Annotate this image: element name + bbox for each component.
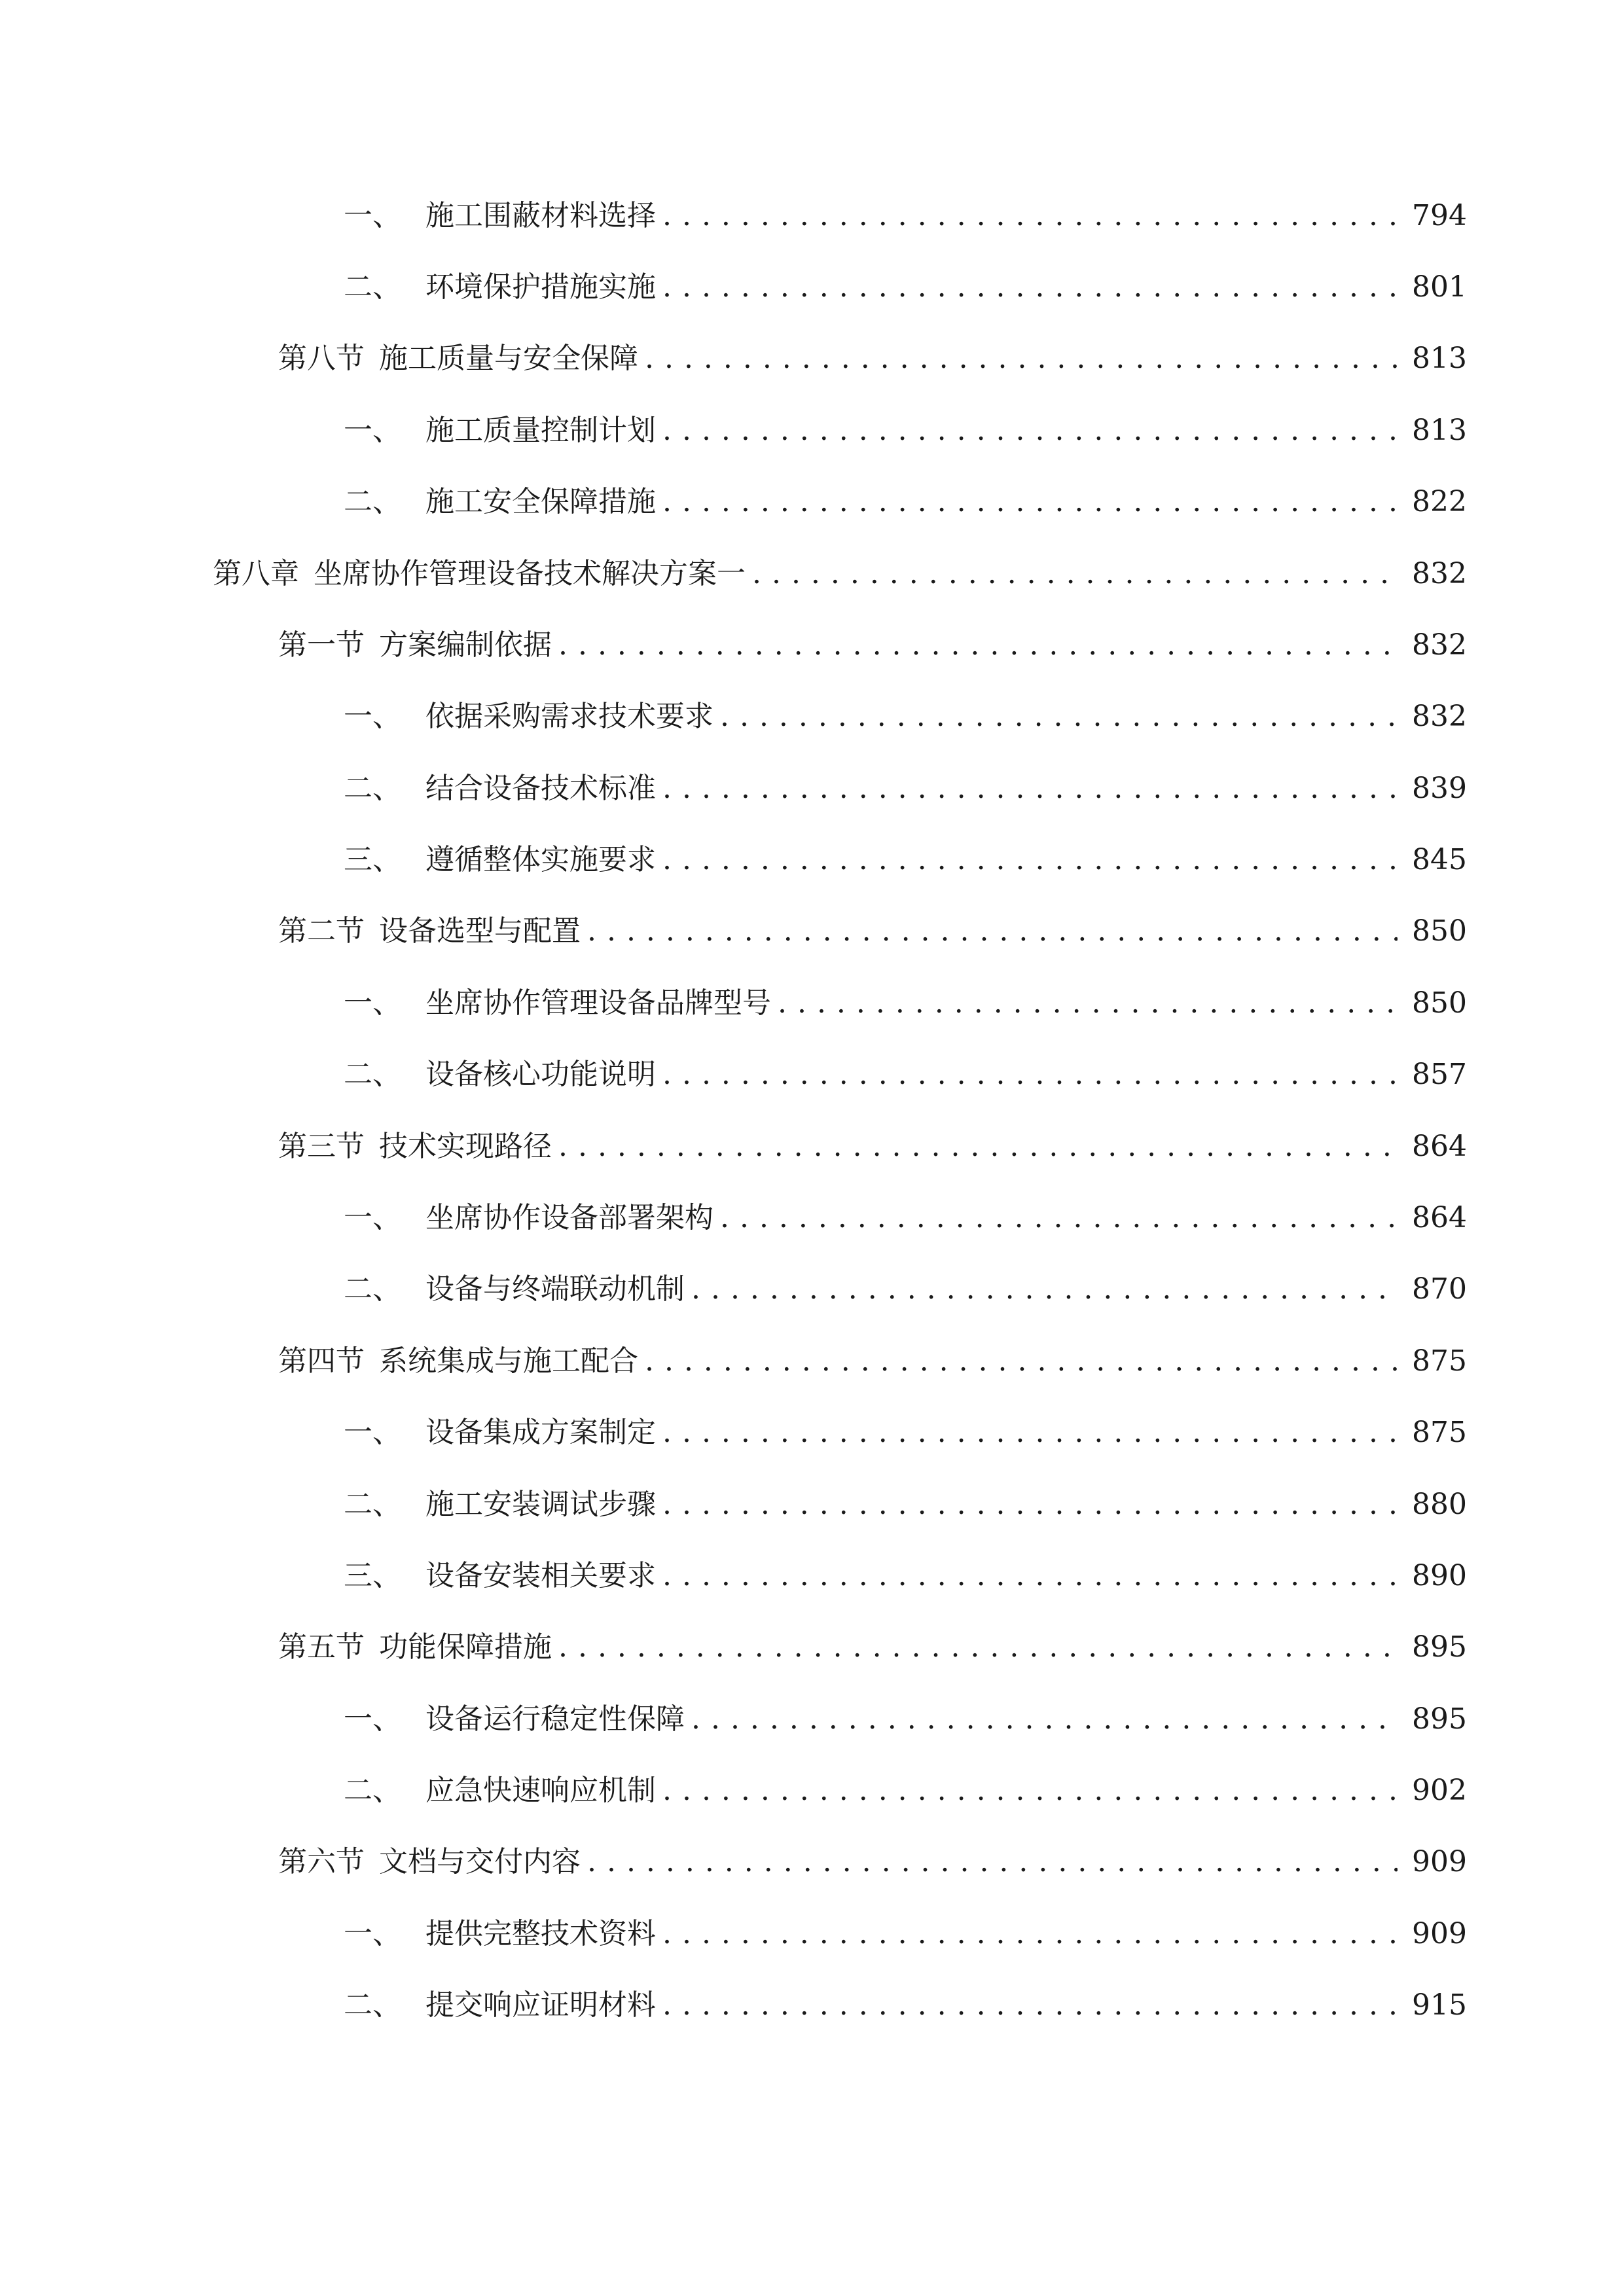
dot-leader (778, 977, 1398, 1030)
toc-entry-title: 设备与终端联动机制 (425, 1272, 685, 1306)
toc-entry-title: 设备核心功能说明 (425, 1058, 656, 1091)
dot-leader (662, 1550, 1398, 1602)
toc-entry-page: 813 (1412, 342, 1467, 375)
toc-entry[interactable] (0, 1908, 1624, 1960)
toc-entry[interactable] (0, 1979, 1624, 2032)
toc-entry-page: 880 (1412, 1488, 1467, 1521)
dot-leader (662, 834, 1398, 886)
toc-entry[interactable] (0, 977, 1624, 1030)
toc-entry-number: 第八节 (278, 342, 365, 375)
toc-entry-number: 二、 (344, 1272, 401, 1306)
toc-entry[interactable] (0, 1765, 1624, 1817)
dot-leader (720, 691, 1398, 743)
toc-entry-title: 施工安全保障措施 (425, 485, 656, 518)
toc-entry-page: 850 (1412, 986, 1467, 1020)
dot-leader (645, 1335, 1398, 1388)
toc-entry-number: 一、 (344, 1917, 401, 1950)
toc-entry-title: 功能保障措施 (379, 1630, 552, 1664)
toc-entry[interactable] (0, 261, 1624, 314)
toc-entry-page: 832 (1412, 700, 1467, 733)
toc-entry-title: 文档与交付内容 (379, 1845, 581, 1878)
toc-entry-number: 一、 (344, 414, 401, 447)
toc-entry-number: 第五节 (278, 1630, 365, 1664)
toc-entry[interactable] (0, 762, 1624, 815)
toc-entry-title: 坐席协作管理设备品牌型号 (425, 986, 771, 1020)
toc-entry-page: 845 (1412, 843, 1467, 876)
toc-entry-page: 857 (1412, 1058, 1467, 1091)
toc-entry-title: 提供完整技术资料 (425, 1917, 656, 1950)
dot-leader (662, 261, 1398, 314)
toc-entry-page: 864 (1412, 1130, 1467, 1163)
toc-entry-title: 结合设备技术标准 (425, 772, 656, 805)
toc-entry[interactable] (0, 834, 1624, 886)
toc-entry-page: 832 (1412, 557, 1467, 590)
toc-entry[interactable] (0, 905, 1624, 958)
dot-leader (662, 1979, 1398, 2032)
toc-entry-number: 第四节 (278, 1344, 365, 1378)
dot-leader (662, 762, 1398, 815)
toc-entry[interactable] (0, 332, 1624, 385)
toc-entry-title: 设备安装相关要求 (425, 1559, 656, 1592)
toc-entry[interactable] (0, 404, 1624, 457)
toc-entry-title: 遵循整体实施要求 (425, 843, 656, 876)
toc-entry-title: 施工质量与安全保障 (379, 342, 638, 375)
toc-entry-title: 设备运行稳定性保障 (425, 1702, 685, 1736)
toc-entry[interactable] (0, 548, 1624, 600)
toc-entry-title: 坐席协作管理设备技术解决方案一 (314, 557, 746, 590)
toc-entry-page: 895 (1412, 1702, 1467, 1736)
toc-entry-title: 设备集成方案制定 (425, 1416, 656, 1449)
dot-leader (645, 332, 1398, 385)
dot-leader (587, 1836, 1398, 1888)
toc-entry-page: 909 (1412, 1845, 1467, 1878)
dot-leader (662, 404, 1398, 457)
toc-entry-page: 864 (1412, 1201, 1467, 1234)
toc-entry-title: 依据采购需求技术要求 (425, 700, 713, 733)
dot-leader (720, 1192, 1398, 1244)
toc-entry-title: 环境保护措施实施 (425, 270, 656, 304)
toc-entry-page: 801 (1412, 270, 1467, 304)
toc-entry-page: 813 (1412, 414, 1467, 447)
toc-entry-number: 第六节 (278, 1845, 365, 1878)
toc-entry-number: 二、 (344, 485, 401, 518)
toc-entry-number: 二、 (344, 1988, 401, 2022)
toc-entry-page: 875 (1412, 1344, 1467, 1378)
dot-leader (691, 1693, 1398, 1746)
dot-leader (558, 1121, 1398, 1173)
toc-entry-title: 方案编制依据 (379, 628, 552, 662)
dot-leader (662, 190, 1398, 242)
toc-entry[interactable] (0, 1049, 1624, 1101)
dot-leader (752, 548, 1398, 600)
toc-entry[interactable] (0, 1621, 1624, 1674)
toc-entry-number: 第二节 (278, 914, 365, 948)
toc-entry[interactable] (0, 619, 1624, 672)
toc-entry[interactable] (0, 1335, 1624, 1388)
toc-entry-page: 822 (1412, 485, 1467, 518)
dot-leader (662, 1908, 1398, 1960)
toc-entry-title: 施工安装调试步骤 (425, 1488, 656, 1521)
toc-entry[interactable] (0, 1121, 1624, 1173)
toc-entry-title: 施工围蔽材料选择 (425, 199, 656, 232)
toc-entry[interactable] (0, 691, 1624, 743)
toc-entry-page: 909 (1412, 1917, 1467, 1950)
toc-entry-number: 一、 (344, 700, 401, 733)
dot-leader (662, 1765, 1398, 1817)
dot-leader (662, 1407, 1398, 1459)
dot-leader (587, 905, 1398, 958)
toc-entry-number: 一、 (344, 199, 401, 232)
toc-entry-number: 二、 (344, 1058, 401, 1091)
toc-entry-number: 一、 (344, 1702, 401, 1736)
toc-entry-number: 一、 (344, 986, 401, 1020)
toc-entry-number: 第三节 (278, 1130, 365, 1163)
dot-leader (691, 1263, 1398, 1316)
toc-entry[interactable] (0, 476, 1624, 528)
toc-entry-title: 坐席协作设备部署架构 (425, 1201, 713, 1234)
dot-leader (662, 1049, 1398, 1101)
toc-entry-title: 技术实现路径 (379, 1130, 552, 1163)
dot-leader (558, 1621, 1398, 1674)
toc-entry-number: 二、 (344, 270, 401, 304)
toc-entry-number: 一、 (344, 1201, 401, 1234)
toc-entry[interactable] (0, 1407, 1624, 1459)
toc-entry-page: 902 (1412, 1774, 1467, 1807)
toc-entry-number: 第八章 (213, 557, 299, 590)
toc-entry-title: 施工质量控制计划 (425, 414, 656, 447)
toc-entry-page: 839 (1412, 772, 1467, 805)
dot-leader (558, 619, 1398, 672)
toc-entry-page: 890 (1412, 1559, 1467, 1592)
toc-entry-number: 二、 (344, 1488, 401, 1521)
toc-entry-number: 二、 (344, 1774, 401, 1807)
toc-entry[interactable] (0, 190, 1624, 242)
toc-entry-number: 三、 (344, 1559, 401, 1592)
dot-leader (662, 476, 1398, 528)
toc-entry-page: 850 (1412, 914, 1467, 948)
toc-entry-number: 一、 (344, 1416, 401, 1449)
toc-entry[interactable] (0, 1263, 1624, 1316)
toc-entry[interactable] (0, 1550, 1624, 1602)
toc-entry[interactable] (0, 1836, 1624, 1888)
toc-entry-number: 三、 (344, 843, 401, 876)
toc-entry-title: 设备选型与配置 (379, 914, 581, 948)
toc-entry-page: 895 (1412, 1630, 1467, 1664)
toc-entry[interactable] (0, 1693, 1624, 1746)
toc-entry[interactable] (0, 1479, 1624, 1531)
toc-entry-page: 915 (1412, 1988, 1467, 2022)
toc-entry-title: 提交响应证明材料 (425, 1988, 656, 2022)
toc-entry-page: 832 (1412, 628, 1467, 662)
toc-entry-page: 794 (1412, 199, 1467, 232)
toc-entry[interactable] (0, 1192, 1624, 1244)
toc-entry-page: 870 (1412, 1272, 1467, 1306)
toc-entry-page: 875 (1412, 1416, 1467, 1449)
dot-leader (662, 1479, 1398, 1531)
toc-entry-number: 二、 (344, 772, 401, 805)
toc-entry-title: 应急快速响应机制 (425, 1774, 656, 1807)
toc-entry-title: 系统集成与施工配合 (379, 1344, 638, 1378)
toc-entry-number: 第一节 (278, 628, 365, 662)
